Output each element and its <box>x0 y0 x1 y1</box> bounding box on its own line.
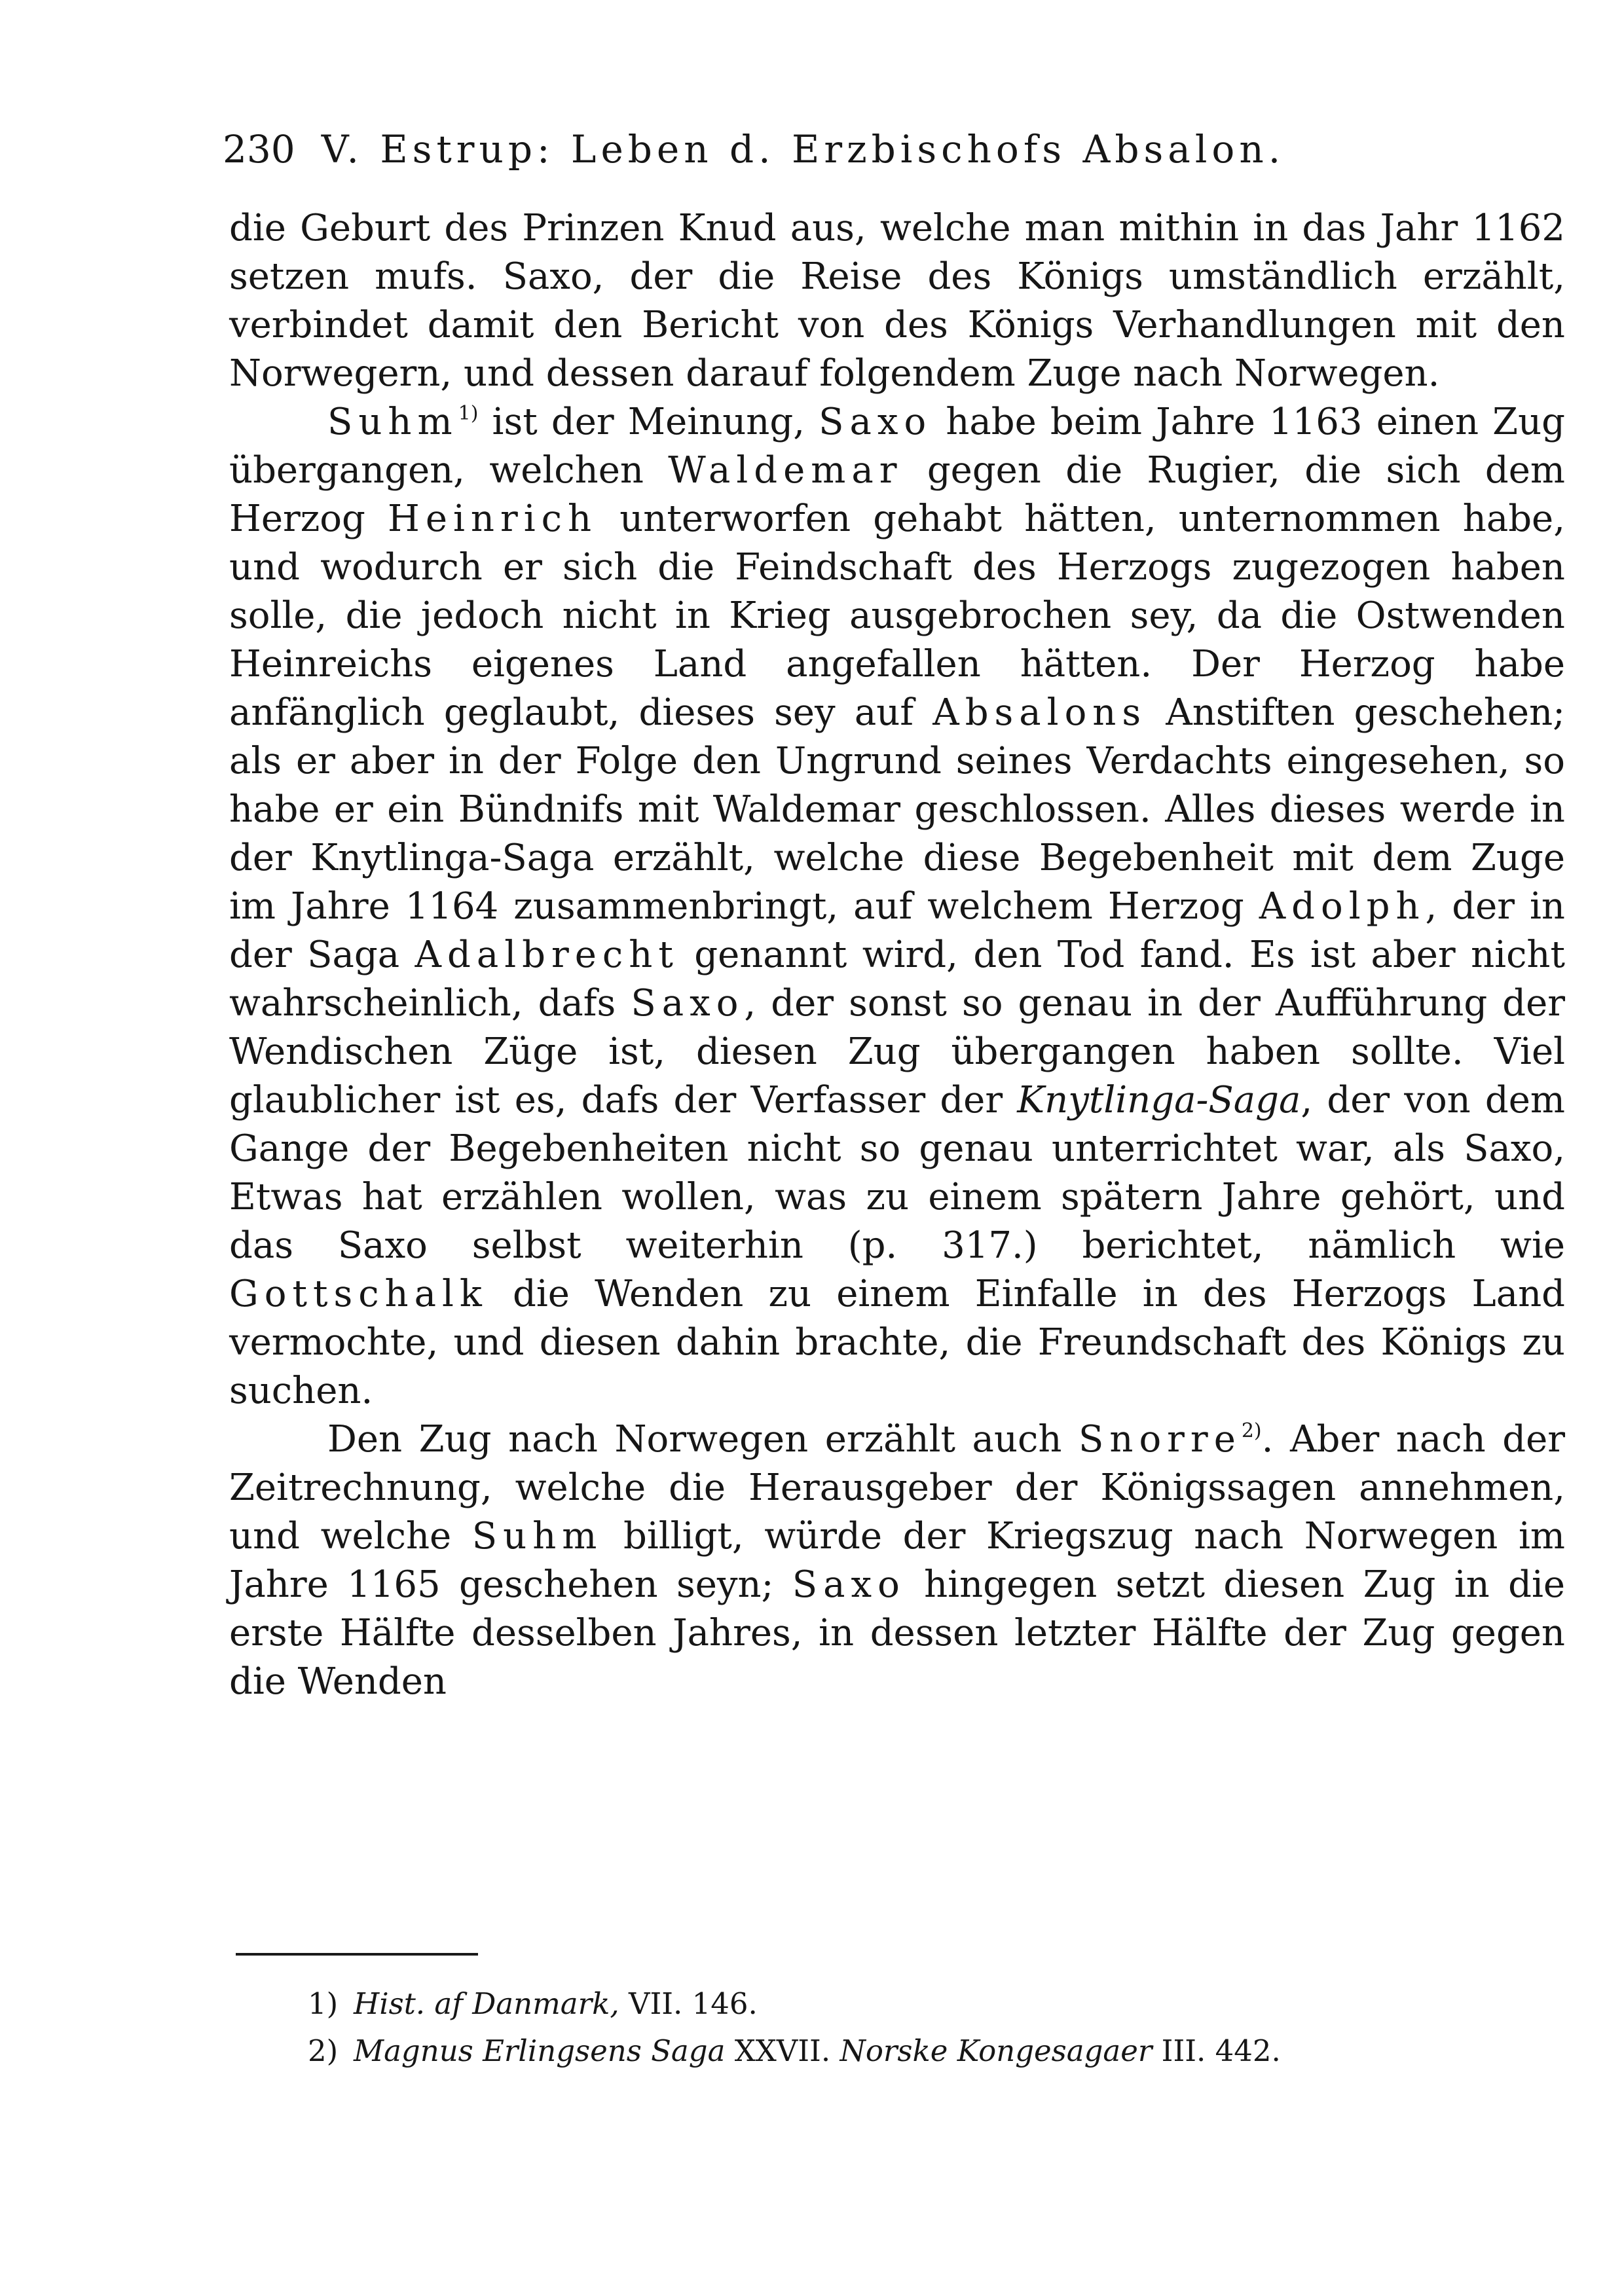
text-run: genannt wird, den Tod fand. Es ist aber nicht wahrscheinlich, dafs <box>229 934 1566 1025</box>
running-header <box>223 123 1519 175</box>
footnote-reference: III. 442. <box>1152 2033 1281 2068</box>
paragraph-2 <box>229 398 1565 1415</box>
footnote-separator <box>236 1953 478 1956</box>
text-run: unterworfen gehabt hätten, unternommen habe, und wodurch er sich die Feindschaft des Herzogs zugezogen haben solle, die jedoch nicht in Krieg ausgebrochen sey, da die Ostwenden Heinreichs eigenes Land angefallen hätten. Der Herzog habe anfänglich geglaubt, dieses sey auf <box>229 498 1565 734</box>
page-number: 230 <box>223 127 295 172</box>
name-absalons: Absalons <box>932 691 1147 734</box>
footnote-title-2: Norske Kongesagaer <box>840 2033 1153 2068</box>
main-text <box>229 204 1565 1706</box>
footnote-2 <box>308 2028 1565 2075</box>
text-run: billigt, würde der Kriegszug nach Norwegen im Jahre 1165 geschehen seyn; <box>229 1515 1565 1606</box>
name-adolph: Adolph <box>1259 885 1426 928</box>
name-saxo: Saxo <box>792 1563 906 1606</box>
name-saxo: Saxo <box>631 982 745 1025</box>
footnote-ref-1: 1) <box>458 402 479 425</box>
footnote-title: Hist. af Danmark, <box>354 1986 619 2021</box>
paragraph-1 <box>229 204 1565 398</box>
text-run: Den Zug nach Norwegen erzählt auch <box>327 1418 1079 1461</box>
name-waldemar: Waldemar <box>668 449 903 492</box>
text-run: ist der Meinung, <box>478 401 819 443</box>
title-knytlinga-saga: Knytlinga-Saga <box>1017 1079 1301 1121</box>
name-adalbrecht: Adalbrecht <box>415 934 679 976</box>
footnotes <box>308 1980 1565 2075</box>
name-heinrich: Heinrich <box>387 498 598 540</box>
footnote-ref-2: 2) <box>1241 1419 1262 1442</box>
name-suhm: Suhm <box>471 1515 603 1558</box>
text-run: Anstiften geschehen; als er aber in der Folge den Ungrund seines Verdachts eingesehen, so habe er ein Bündnifs mit Waldemar geschlossen. Alles dieses werde in der Knytlinga-Saga erzählt, welche diese Begebenheit mit dem Zuge im Jahre 1164 zusammenbringt, auf welchem Herzog <box>229 691 1566 928</box>
footnote-reference: XXVII. <box>725 2033 840 2068</box>
paragraph-3 <box>229 1415 1565 1706</box>
paragraph-1-text: die Geburt des Prinzen Knud aus, welche man mithin in das Jahr 1162 setzen mufs. Saxo, der die Reise des Königs umständlich erzählt, verbindet damit den Bericht von des Königs Verhandlungen mit den Norwegern, und dessen darauf folgendem Zuge nach Norwegen. <box>229 207 1565 395</box>
text-run: , der sonst so genau in der Aufführung der Wendischen Züge ist, diesen Zug übergangen haben sollte. Viel glaublicher ist es, dafs der Verfasser der <box>229 982 1565 1121</box>
text-run: . Aber nach der Zeitrechnung, welche die Herausgeber der Königssagen annehmen, und welche <box>229 1418 1565 1558</box>
name-saxo: Saxo <box>819 401 932 443</box>
text-run: habe beim Jahre 1163 einen Zug übergangen, welchen <box>229 401 1565 492</box>
text-run: , der von dem Gange der Begebenheiten nicht so genau unterrichtet war, als Saxo, Etwas hat erzählen wollen, was zu einem spätern Jahre gehört, und das Saxo selbst weiterhin (p. 317.) berichtet, nämlich wie <box>229 1079 1566 1267</box>
text-run: , der in der Saga <box>229 885 1566 976</box>
text-run: hingegen setzt diesen Zug in die erste Hälfte desselben Jahres, in dessen letzter Hälfte der Zug gegen die Wenden <box>229 1563 1565 1703</box>
footnote-title: Magnus Erlingsens Saga <box>354 2033 726 2068</box>
text-run: die Wenden zu einem Einfalle in des Herzogs Land vermochte, und diesen dahin brachte, die Freundschaft des Königs zu suchen. <box>229 1273 1565 1412</box>
name-gottschalk: Gottschalk <box>229 1273 488 1315</box>
name-snorre: Snorre <box>1079 1418 1242 1461</box>
footnote-1 <box>308 1980 1565 2028</box>
running-title: V. Estrup: Leben d. Erzbischofs Absalon. <box>321 127 1285 172</box>
text-run: gegen die Rugier, die sich dem Herzog <box>229 449 1566 540</box>
footnote-marker: 1) <box>308 1986 339 2021</box>
footnote-marker: 2) <box>308 2033 339 2068</box>
name-suhm: Suhm <box>327 401 458 443</box>
footnote-reference: VII. 146. <box>619 1986 758 2021</box>
